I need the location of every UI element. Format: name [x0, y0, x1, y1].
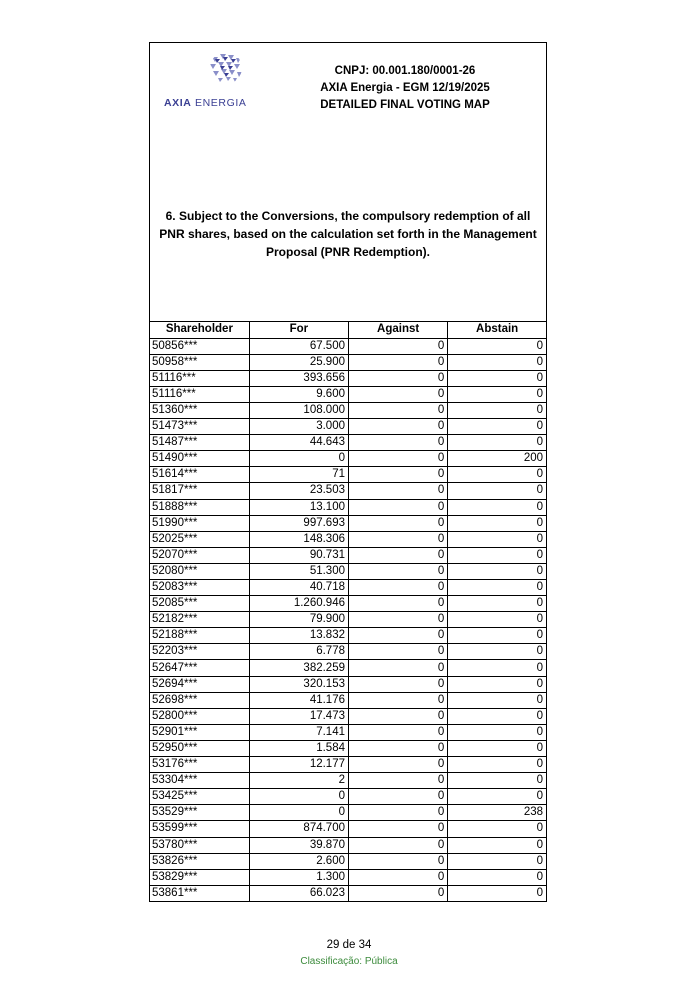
- shareholder-cell: 53304***: [150, 773, 249, 789]
- table-row: [150, 757, 546, 773]
- for-cell: 13.100: [249, 499, 348, 515]
- for-cell: 3.000: [249, 419, 348, 435]
- company-logo: [162, 51, 262, 111]
- abstain-cell: 0: [448, 628, 546, 644]
- logo-wordmark: [164, 97, 246, 109]
- against-cell: 0: [349, 338, 448, 354]
- shareholder-cell: 51360***: [150, 402, 249, 418]
- abstain-cell: 0: [448, 757, 546, 773]
- abstain-cell: 0: [448, 531, 546, 547]
- table-row: [150, 467, 546, 483]
- table-row: [150, 885, 546, 901]
- for-cell: 90.731: [249, 547, 348, 563]
- abstain-cell: 0: [448, 483, 546, 499]
- for-cell: 1.300: [249, 869, 348, 885]
- globe-logo-icon: [206, 51, 246, 85]
- table-row: [150, 692, 546, 708]
- against-cell: 0: [349, 789, 448, 805]
- table-row: [150, 724, 546, 740]
- for-cell: 6.778: [249, 644, 348, 660]
- table-row: [150, 644, 546, 660]
- shareholder-cell: 52203***: [150, 644, 249, 660]
- for-cell: 874.700: [249, 821, 348, 837]
- for-cell: 39.870: [249, 837, 348, 853]
- table-row: [150, 821, 546, 837]
- table-row: [150, 563, 546, 579]
- table-row: [150, 419, 546, 435]
- table-header-row: [150, 322, 546, 338]
- page-number: 29 de 34: [326, 939, 372, 951]
- against-cell: 0: [349, 740, 448, 756]
- shareholder-cell: 51116***: [150, 386, 249, 402]
- shareholder-cell: 51888***: [150, 499, 249, 515]
- abstain-cell: 0: [448, 644, 546, 660]
- table-row: [150, 354, 546, 370]
- column-header-abstain: Abstain: [448, 322, 546, 338]
- table-row: [150, 773, 546, 789]
- for-cell: 71: [249, 467, 348, 483]
- shareholder-cell: 52698***: [150, 692, 249, 708]
- agenda-item-text: 6. Subject to the Conversions, the compulsory redemption of all PNR shares, based on the calculation set forth in the Management Proposal (PNR Redemption).: [159, 209, 537, 259]
- against-cell: 0: [349, 805, 448, 821]
- for-cell: 17.473: [249, 708, 348, 724]
- table-row: [150, 596, 546, 612]
- shareholder-cell: 50958***: [150, 354, 249, 370]
- table-row: [150, 837, 546, 853]
- column-header-against: Against: [349, 322, 448, 338]
- table-row: [150, 451, 546, 467]
- abstain-cell: 0: [448, 547, 546, 563]
- against-cell: 0: [349, 757, 448, 773]
- table-row: [150, 338, 546, 354]
- against-cell: 0: [349, 435, 448, 451]
- abstain-cell: 0: [448, 853, 546, 869]
- shareholder-cell: 52901***: [150, 724, 249, 740]
- for-cell: 67.500: [249, 338, 348, 354]
- shareholder-cell: 51487***: [150, 435, 249, 451]
- against-cell: 0: [349, 628, 448, 644]
- abstain-cell: 200: [448, 451, 546, 467]
- abstain-cell: 0: [448, 435, 546, 451]
- against-cell: 0: [349, 596, 448, 612]
- abstain-cell: 0: [448, 660, 546, 676]
- against-cell: 0: [349, 724, 448, 740]
- shareholder-cell: 52080***: [150, 563, 249, 579]
- table-row: [150, 789, 546, 805]
- for-cell: 382.259: [249, 660, 348, 676]
- abstain-cell: 0: [448, 580, 546, 596]
- table-row: [150, 370, 546, 386]
- shareholder-cell: 52085***: [150, 596, 249, 612]
- abstain-cell: 0: [448, 885, 546, 901]
- against-cell: 0: [349, 451, 448, 467]
- for-cell: 148.306: [249, 531, 348, 547]
- shareholder-cell: 53826***: [150, 853, 249, 869]
- table-row: [150, 676, 546, 692]
- abstain-cell: 0: [448, 402, 546, 418]
- against-cell: 0: [349, 692, 448, 708]
- for-cell: 320.153: [249, 676, 348, 692]
- table-row: [150, 386, 546, 402]
- shareholder-cell: 52182***: [150, 612, 249, 628]
- for-cell: 12.177: [249, 757, 348, 773]
- against-cell: 0: [349, 467, 448, 483]
- abstain-cell: 0: [448, 692, 546, 708]
- for-cell: 1.584: [249, 740, 348, 756]
- shareholder-cell: 52188***: [150, 628, 249, 644]
- document-page: [149, 42, 547, 902]
- voting-table: [150, 322, 546, 901]
- abstain-cell: 0: [448, 370, 546, 386]
- logo-wordmark-rest: ENERGIA: [191, 97, 247, 109]
- table-row: [150, 580, 546, 596]
- for-cell: 23.503: [249, 483, 348, 499]
- against-cell: 0: [349, 547, 448, 563]
- table-row: [150, 869, 546, 885]
- for-cell: 40.718: [249, 580, 348, 596]
- logo-wordmark-bold: AXIA: [164, 97, 192, 109]
- table-row: [150, 515, 546, 531]
- against-cell: 0: [349, 531, 448, 547]
- table-row: [150, 612, 546, 628]
- against-cell: 0: [349, 660, 448, 676]
- abstain-cell: 0: [448, 724, 546, 740]
- against-cell: 0: [349, 612, 448, 628]
- abstain-cell: 0: [448, 596, 546, 612]
- shareholder-cell: 53425***: [150, 789, 249, 805]
- shareholder-cell: 53780***: [150, 837, 249, 853]
- against-cell: 0: [349, 386, 448, 402]
- shareholder-cell: 50856***: [150, 338, 249, 354]
- against-cell: 0: [349, 644, 448, 660]
- for-cell: 7.141: [249, 724, 348, 740]
- shareholder-cell: 52950***: [150, 740, 249, 756]
- abstain-cell: 0: [448, 708, 546, 724]
- against-cell: 0: [349, 773, 448, 789]
- against-cell: 0: [349, 419, 448, 435]
- table-row: [150, 740, 546, 756]
- abstain-cell: 0: [448, 563, 546, 579]
- abstain-cell: 0: [448, 837, 546, 853]
- against-cell: 0: [349, 708, 448, 724]
- shareholder-cell: 51473***: [150, 419, 249, 435]
- table-row: [150, 531, 546, 547]
- abstain-cell: 0: [448, 354, 546, 370]
- against-cell: 0: [349, 402, 448, 418]
- header-info: [280, 63, 530, 114]
- table-row: [150, 708, 546, 724]
- for-cell: 44.643: [249, 435, 348, 451]
- against-cell: 0: [349, 837, 448, 853]
- against-cell: 0: [349, 563, 448, 579]
- abstain-cell: 0: [448, 419, 546, 435]
- for-cell: 393.656: [249, 370, 348, 386]
- against-cell: 0: [349, 580, 448, 596]
- column-header-shareholder: Shareholder: [150, 322, 249, 338]
- abstain-cell: 0: [448, 789, 546, 805]
- abstain-cell: 0: [448, 773, 546, 789]
- for-cell: 9.600: [249, 386, 348, 402]
- against-cell: 0: [349, 676, 448, 692]
- abstain-cell: 238: [448, 805, 546, 821]
- shareholder-cell: 53176***: [150, 757, 249, 773]
- shareholder-cell: 51490***: [150, 451, 249, 467]
- document-header: [150, 43, 546, 322]
- for-cell: 79.900: [249, 612, 348, 628]
- table-row: [150, 805, 546, 821]
- abstain-cell: 0: [448, 676, 546, 692]
- for-cell: 2.600: [249, 853, 348, 869]
- for-cell: 997.693: [249, 515, 348, 531]
- shareholder-cell: 51817***: [150, 483, 249, 499]
- against-cell: 0: [349, 869, 448, 885]
- against-cell: 0: [349, 885, 448, 901]
- table-row: [150, 547, 546, 563]
- shareholder-cell: 52083***: [150, 580, 249, 596]
- abstain-cell: 0: [448, 499, 546, 515]
- shareholder-cell: 53829***: [150, 869, 249, 885]
- abstain-cell: 0: [448, 515, 546, 531]
- for-cell: 51.300: [249, 563, 348, 579]
- shareholder-cell: 51614***: [150, 467, 249, 483]
- for-cell: 66.023: [249, 885, 348, 901]
- table-row: [150, 483, 546, 499]
- abstain-cell: 0: [448, 740, 546, 756]
- for-cell: 108.000: [249, 402, 348, 418]
- against-cell: 0: [349, 821, 448, 837]
- shareholder-cell: 52800***: [150, 708, 249, 724]
- shareholder-cell: 52647***: [150, 660, 249, 676]
- shareholder-cell: 51116***: [150, 370, 249, 386]
- against-cell: 0: [349, 483, 448, 499]
- abstain-cell: 0: [448, 612, 546, 628]
- for-cell: 1.260.946: [249, 596, 348, 612]
- table-row: [150, 499, 546, 515]
- table-row: [150, 853, 546, 869]
- abstain-cell: 0: [448, 467, 546, 483]
- table-row: [150, 628, 546, 644]
- for-cell: 25.900: [249, 354, 348, 370]
- for-cell: 0: [249, 805, 348, 821]
- table-row: [150, 660, 546, 676]
- for-cell: 0: [249, 789, 348, 805]
- classification-label: Classificação: Pública: [300, 956, 398, 967]
- shareholder-cell: 53599***: [150, 821, 249, 837]
- document-title: DETAILED FINAL VOTING MAP: [320, 99, 490, 111]
- against-cell: 0: [349, 499, 448, 515]
- shareholder-cell: 52070***: [150, 547, 249, 563]
- column-header-for: For: [249, 322, 348, 338]
- meeting-line: AXIA Energia - EGM 12/19/2025: [320, 82, 490, 94]
- shareholder-cell: 51990***: [150, 515, 249, 531]
- for-cell: 13.832: [249, 628, 348, 644]
- abstain-cell: 0: [448, 821, 546, 837]
- shareholder-cell: 53529***: [150, 805, 249, 821]
- abstain-cell: 0: [448, 386, 546, 402]
- for-cell: 0: [249, 451, 348, 467]
- shareholder-cell: 53861***: [150, 885, 249, 901]
- shareholder-cell: 52025***: [150, 531, 249, 547]
- table-body: [150, 338, 546, 901]
- table-row: [150, 435, 546, 451]
- against-cell: 0: [349, 370, 448, 386]
- abstain-cell: 0: [448, 338, 546, 354]
- against-cell: 0: [349, 354, 448, 370]
- table-row: [150, 402, 546, 418]
- for-cell: 41.176: [249, 692, 348, 708]
- abstain-cell: 0: [448, 869, 546, 885]
- against-cell: 0: [349, 515, 448, 531]
- for-cell: 2: [249, 773, 348, 789]
- shareholder-cell: 52694***: [150, 676, 249, 692]
- against-cell: 0: [349, 853, 448, 869]
- cnpj-line: CNPJ: 00.001.180/0001-26: [334, 65, 476, 77]
